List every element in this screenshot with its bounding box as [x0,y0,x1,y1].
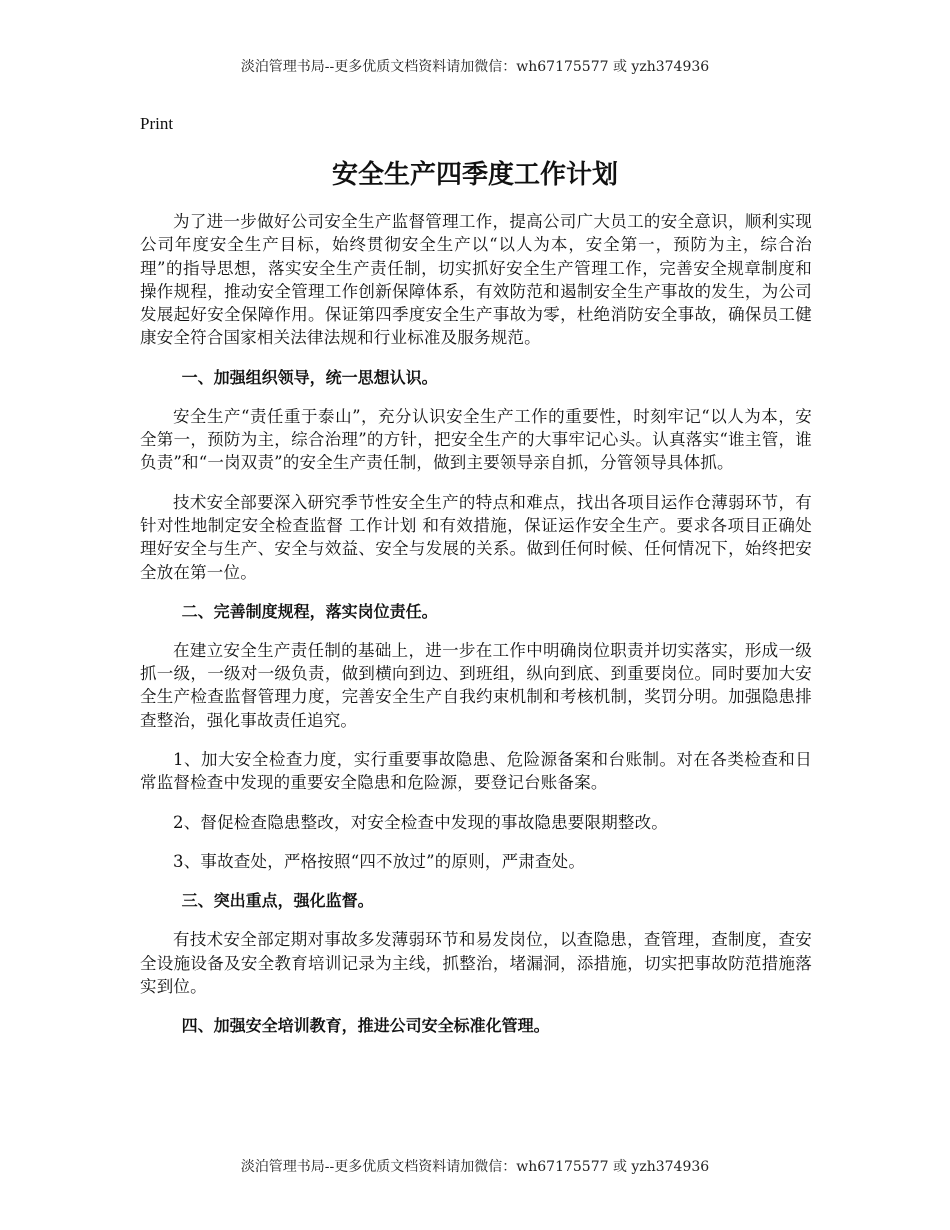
document-body [140,210,812,1053]
section2-list-item-3: 3、事故查处，严格按照“四不放过”的原则，严肃查处。 [173,851,586,871]
page-footer: 淡泊管理书局--更多优质文档资料请加微信：wh67175577 或 yzh374936 [240,1159,710,1175]
section1-paragraph-1: 安全生产“责任重于泰山”，充分认识安全生产工作的重要性，时刻牢记“以人为本，安全第一，预防为主，综合治理”的方针，把安全生产的大事牢记心头。认真落实“谁主管，谁负责”和“一岗双责”的安全生产责任制，做到主要领导亲自抓，分管领导具体抓。 [140,406,812,473]
document-title: 安全生产四季度工作计划 [331,160,618,190]
print-label: Print [140,114,174,133]
section-heading-2: 二、完善制度规程，落实岗位责任。 [181,601,438,621]
section-heading-3: 三、突出重点，强化监督。 [181,891,374,911]
section2-list-item-1: 1、加大安全检查力度，实行重要事故隐患、危险源备案和台账制。对在各类检查和日常监督检查中发现的重要安全隐患和危险源，要登记台账备案。 [140,750,812,793]
intro-paragraph: 为了进一步做好公司安全生产监督管理工作，提高公司广大员工的安全意识，顺利实现公司年度安全生产目标，始终贯彻安全生产以“以人为本，安全第一，预防为主，综合治理”的指导思想，落实安全生产责任制，切实抓好安全生产管理工作，完善安全规章制度和操作规程，推动安全管理工作创新保障体系，有效防范和遏制安全生产事故的发生，为公司发展起好安全保障作用。保证第四季度安全生产事故为零，杜绝消防安全事故，确保员工健康安全符合国家相关法律法规和行业标准及服务规范。 [140,212,812,348]
section-heading-1: 一、加强组织领导，统一思想认识。 [181,367,438,387]
section-heading-4: 四、加强安全培训教育，推进公司安全标准化管理。 [181,1016,550,1036]
section3-paragraph-1: 有技术安全部定期对事故多发薄弱环节和易发岗位，以查隐患，查管理，查制度，查安全设施设备及安全教育培训记录为主线，抓整治，堵漏洞，添措施，切实把事故防范措施落实到位。 [140,930,812,996]
page-header: 淡泊管理书局--更多优质文档资料请加微信：wh67175577 或 yzh374936 [240,59,710,75]
section2-paragraph-1: 在建立安全生产责任制的基础上，进一步在工作中明确岗位职责并切实落实，形成一级抓一级，一级对一级负责，做到横向到边、到班组，纵向到底、到重要岗位。同时要加大安全生产检查监督管理力度，完善安全生产自我约束机制和考核机制，奖罚分明。加强隐患排查整治，强化事故责任追究。 [140,640,812,730]
section2-list-item-2: 2、督促检查隐患整改，对安全检查中发现的事故隐患要限期整改。 [173,812,668,832]
section1-paragraph-2: 技术安全部要深入研究季节性安全生产的特点和难点，找出各项目运作仓薄弱环节，有针对性地制定安全检查监督 工作计划 和有效措施，保证运作安全生产。要求各项目正确处理好安全与生产、安全与效益、安全与发展的关系。做到任何时候、任何情况下，始终把安全放在第一位。 [140,492,812,582]
